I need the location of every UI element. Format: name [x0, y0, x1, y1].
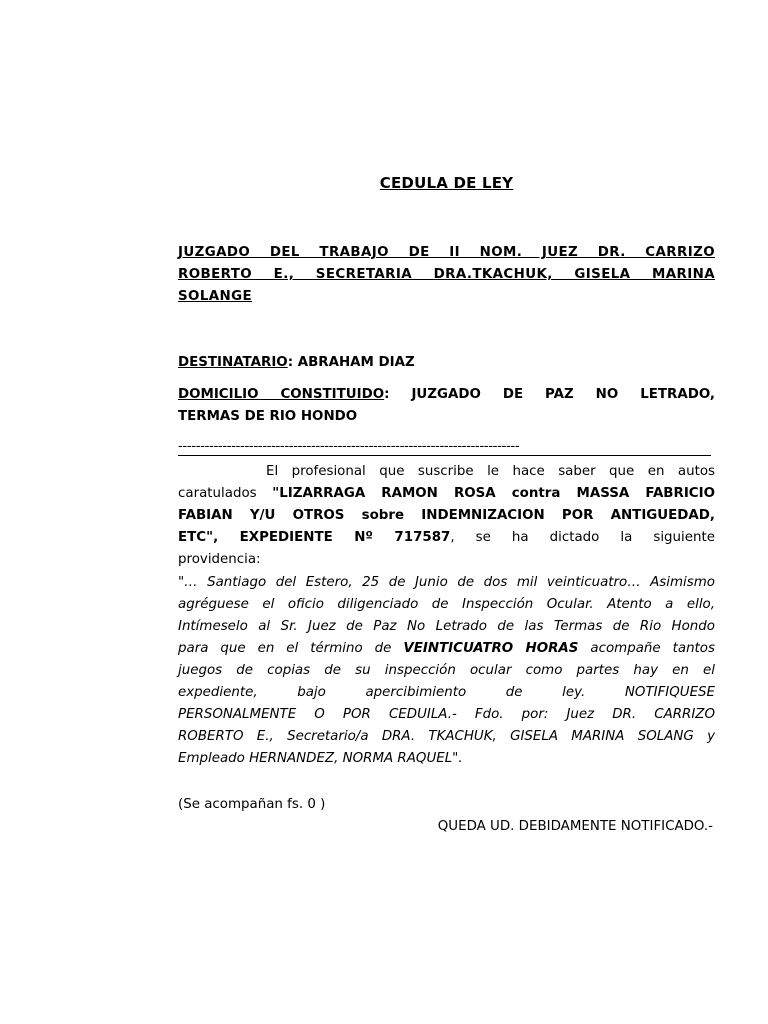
court-line-3: SOLANGE [178, 289, 253, 304]
domicile-label: DOMICILIO CONSTITUIDO [178, 387, 385, 402]
domicile-line-1 [178, 384, 715, 406]
quote-line-3: Intímeselo al Sr. Juez de Paz No Letrado de las Termas de Rio Hondo [178, 619, 715, 634]
body-line-4: ETC", EXPEDIENTE Nº 717587, se ha dictado la siguiente [178, 530, 715, 545]
body-line-2: caratulados "LIZARRAGA RAMON ROSA contra MASSA FABRICIO [178, 486, 716, 501]
quote-line-7: PERSONALMENTE O POR CEDUILA.- Fdo. por: Juez DR. CARRIZO [178, 707, 715, 722]
body-line-5: providencia: [178, 552, 261, 567]
recipient-value: : ABRAHAM DIAZ [287, 355, 415, 370]
body-line-3: FABIAN Y/U OTROS sobre INDEMNIZACION POR ANTIGUEDAD, [178, 508, 715, 523]
quote-line-1: "… Santiago del Estero, 25 de Junio de dos mil veinticuatro… Asimismo [178, 575, 715, 590]
recipient-line [178, 352, 715, 374]
body-line-1: El profesional que suscribe le hace saber que en autos [266, 464, 715, 479]
domicile-line-2: TERMAS DE RIO HONDO [178, 409, 358, 424]
court-line-1: JUZGADO DEL TRABAJO DE II NOM. JUEZ DR. CARRIZO [178, 245, 715, 260]
quote-line-2: agréguese el oficio diligenciado de Inspección Ocular. Atento a ello, [178, 597, 715, 612]
quote-line-8: ROBERTO E., Secretario/a DRA. TKACHUK, GISELA MARINA SOLANG y [178, 729, 715, 744]
notified-statement: QUEDA UD. DEBIDAMENTE NOTIFICADO.- [437, 819, 713, 834]
court-line-2: ROBERTO E., SECRETARIA DRA.TKACHUK, GISELA MARINA [178, 267, 715, 282]
quote-line-5: juegos de copias de su inspección ocular como partes hay en el [178, 663, 715, 678]
separator-dashes: ----------------------------------------------------------------------------- [178, 439, 520, 454]
quote-line-9: Empleado HERNANDEZ, NORMA RAQUEL". [178, 751, 463, 766]
court-header [178, 242, 715, 308]
domicile-value-1: : JUZGADO DE PAZ NO LETRADO, [384, 387, 715, 402]
separator-rule [178, 455, 711, 456]
document-title: CEDULA DE LEY [379, 174, 514, 192]
attachments-note: (Se acompañan fs. 0 ) [178, 797, 326, 812]
domicile-block [178, 384, 715, 428]
quote-line-4: para que en el término de VEINTICUATRO HORAS acompañe tantos [178, 641, 715, 656]
notification-body [178, 461, 715, 571]
case-expediente: ETC", EXPEDIENTE Nº 717587 [178, 530, 451, 545]
deadline-emphasis: VEINTICUATRO HORAS [403, 641, 579, 656]
quote-line-6: expediente, bajo apercibimiento de ley. NOTIFIQUESE [178, 685, 715, 700]
providence-quote [178, 572, 715, 770]
recipient-label: DESTINATARIO [178, 355, 288, 370]
